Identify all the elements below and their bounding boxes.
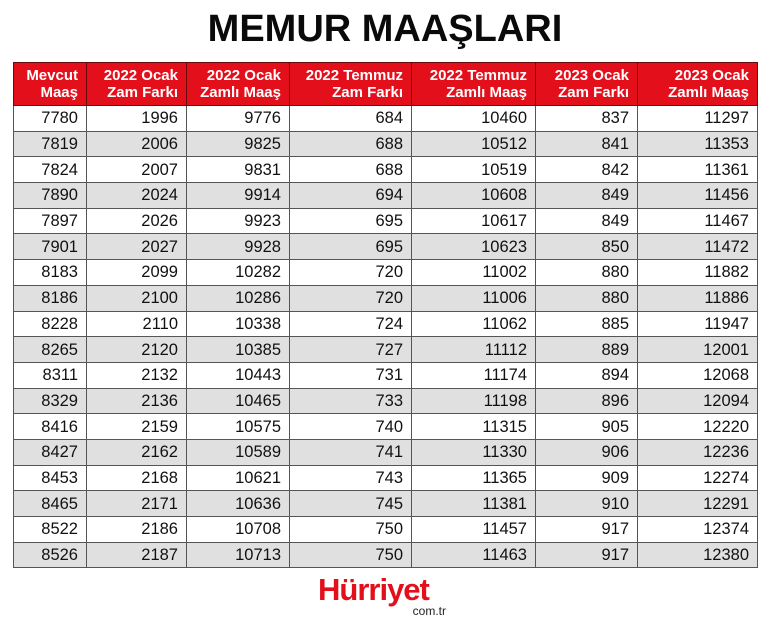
cell-2023-jan-salary: 11361: [638, 157, 758, 183]
cell-2022-jul-salary: 11006: [412, 285, 536, 311]
cell-2022-jul-raise: 688: [290, 157, 412, 183]
cell-2023-jan-salary: 11472: [638, 234, 758, 260]
cell-2022-jul-raise: 731: [290, 362, 412, 388]
cell-current-salary: 8311: [14, 362, 87, 388]
cell-2022-jan-salary: 10708: [187, 517, 290, 543]
cell-current-salary: 7901: [14, 234, 87, 260]
cell-2022-jan-salary: 10621: [187, 465, 290, 491]
cell-2022-jan-salary: 9914: [187, 183, 290, 209]
cell-current-salary: 8522: [14, 517, 87, 543]
cell-2022-jan-raise: 2162: [87, 439, 187, 465]
cell-2023-jan-salary: 11456: [638, 183, 758, 209]
cell-2023-jan-salary: 12380: [638, 542, 758, 568]
table-row: [14, 491, 758, 517]
cell-2022-jul-raise: 743: [290, 465, 412, 491]
cell-2022-jul-salary: 11198: [412, 388, 536, 414]
table-row: [14, 311, 758, 337]
cell-current-salary: 7897: [14, 208, 87, 234]
cell-2023-jan-raise: 917: [536, 542, 638, 568]
cell-2023-jan-raise: 849: [536, 208, 638, 234]
header-line-2: Maaş: [40, 84, 78, 101]
table-row: [14, 260, 758, 286]
salary-table: [13, 62, 758, 568]
table-row: [14, 414, 758, 440]
cell-2023-jan-salary: 11353: [638, 131, 758, 157]
cell-2023-jan-raise: 842: [536, 157, 638, 183]
table-row: [14, 337, 758, 363]
cell-current-salary: 8465: [14, 491, 87, 517]
column-header-2022-jan-salary: [187, 63, 290, 106]
header-line-2: Zam Farkı: [558, 84, 629, 101]
column-header-current-salary: [14, 63, 87, 106]
header-line-1: 2022 Ocak: [103, 67, 178, 84]
cell-2022-jan-salary: 10465: [187, 388, 290, 414]
cell-2023-jan-salary: 12291: [638, 491, 758, 517]
header-line-1: 2022 Temmuz: [429, 67, 527, 84]
cell-2023-jan-salary: 12094: [638, 388, 758, 414]
table-row: [14, 106, 758, 132]
table-row: [14, 234, 758, 260]
table-row: [14, 465, 758, 491]
cell-current-salary: 8183: [14, 260, 87, 286]
cell-2022-jan-salary: 10636: [187, 491, 290, 517]
column-header-2022-jul-salary: [412, 63, 536, 106]
cell-2022-jan-salary: 9928: [187, 234, 290, 260]
cell-current-salary: 8416: [14, 414, 87, 440]
cell-2023-jan-raise: 917: [536, 517, 638, 543]
cell-2022-jan-raise: 2168: [87, 465, 187, 491]
cell-2023-jan-raise: 885: [536, 311, 638, 337]
cell-2023-jan-raise: 849: [536, 183, 638, 209]
table-header-row: [14, 63, 758, 106]
cell-2023-jan-salary: 12236: [638, 439, 758, 465]
cell-2023-jan-salary: 11947: [638, 311, 758, 337]
cell-2022-jan-raise: 2024: [87, 183, 187, 209]
cell-2023-jan-raise: 880: [536, 260, 638, 286]
cell-2023-jan-salary: 11882: [638, 260, 758, 286]
cell-current-salary: 8186: [14, 285, 87, 311]
header-line-1: Mevcut: [26, 67, 78, 84]
cell-2022-jan-raise: 2099: [87, 260, 187, 286]
cell-2022-jan-salary: 10385: [187, 337, 290, 363]
cell-2022-jul-raise: 727: [290, 337, 412, 363]
cell-2023-jan-salary: 12220: [638, 414, 758, 440]
cell-2022-jul-raise: 741: [290, 439, 412, 465]
cell-2022-jul-salary: 11002: [412, 260, 536, 286]
cell-2023-jan-salary: 12274: [638, 465, 758, 491]
cell-2022-jul-raise: 733: [290, 388, 412, 414]
cell-2022-jul-salary: 10623: [412, 234, 536, 260]
cell-2022-jan-raise: 2159: [87, 414, 187, 440]
cell-2022-jul-salary: 10460: [412, 106, 536, 132]
cell-2022-jan-raise: 2171: [87, 491, 187, 517]
cell-2022-jul-salary: 10512: [412, 131, 536, 157]
table-row: [14, 439, 758, 465]
cell-2022-jan-salary: 10713: [187, 542, 290, 568]
header-line-2: Zamlı Maaş: [668, 84, 749, 101]
cell-2022-jul-salary: 11174: [412, 362, 536, 388]
logo-brand-text: Hürriyet: [318, 572, 429, 607]
cell-2022-jan-salary: 9825: [187, 131, 290, 157]
cell-2022-jan-salary: 10575: [187, 414, 290, 440]
cell-2022-jan-raise: 2120: [87, 337, 187, 363]
page-title: MEMUR MAAŞLARI: [207, 8, 563, 50]
cell-2023-jan-salary: 11297: [638, 106, 758, 132]
cell-2022-jan-raise: 2007: [87, 157, 187, 183]
cell-2022-jul-raise: 750: [290, 517, 412, 543]
cell-2022-jul-raise: 720: [290, 285, 412, 311]
cell-2023-jan-raise: 841: [536, 131, 638, 157]
header-line-1: 2023 Ocak: [674, 67, 749, 84]
logo-domain-text: com.tr: [412, 604, 446, 618]
cell-2022-jan-salary: 10286: [187, 285, 290, 311]
table-row: [14, 157, 758, 183]
cell-current-salary: 8453: [14, 465, 87, 491]
table-row: [14, 517, 758, 543]
cell-2022-jan-raise: 2110: [87, 311, 187, 337]
cell-2022-jul-salary: 11315: [412, 414, 536, 440]
cell-2022-jan-salary: 9923: [187, 208, 290, 234]
cell-2022-jan-raise: 2026: [87, 208, 187, 234]
table-row: [14, 542, 758, 568]
cell-current-salary: 8526: [14, 542, 87, 568]
cell-2022-jul-salary: 10519: [412, 157, 536, 183]
header-line-1: 2022 Temmuz: [305, 67, 403, 84]
cell-2023-jan-raise: 910: [536, 491, 638, 517]
cell-2022-jul-salary: 10617: [412, 208, 536, 234]
cell-2023-jan-raise: 909: [536, 465, 638, 491]
cell-current-salary: 8228: [14, 311, 87, 337]
header-line-2: Zamlı Maaş: [446, 84, 527, 101]
cell-current-salary: 7780: [14, 106, 87, 132]
cell-2022-jul-raise: 694: [290, 183, 412, 209]
cell-2022-jan-raise: 2006: [87, 131, 187, 157]
table-row: [14, 362, 758, 388]
header-line-2: Zam Farkı: [107, 84, 178, 101]
cell-2023-jan-raise: 850: [536, 234, 638, 260]
cell-2023-jan-raise: 896: [536, 388, 638, 414]
cell-2022-jul-salary: 11381: [412, 491, 536, 517]
cell-2022-jul-salary: 11365: [412, 465, 536, 491]
table-row: [14, 285, 758, 311]
cell-2023-jan-salary: 12068: [638, 362, 758, 388]
cell-2022-jan-raise: 2100: [87, 285, 187, 311]
cell-2022-jan-salary: 10443: [187, 362, 290, 388]
cell-2022-jan-raise: 1996: [87, 106, 187, 132]
cell-current-salary: 7819: [14, 131, 87, 157]
cell-2023-jan-raise: 889: [536, 337, 638, 363]
table-row: [14, 388, 758, 414]
cell-2022-jan-raise: 2187: [87, 542, 187, 568]
cell-2022-jan-salary: 9776: [187, 106, 290, 132]
cell-2022-jul-raise: 695: [290, 208, 412, 234]
column-header-2022-jul-raise: [290, 63, 412, 106]
cell-2022-jul-raise: 745: [290, 491, 412, 517]
cell-2022-jul-salary: 10608: [412, 183, 536, 209]
cell-2022-jul-raise: 688: [290, 131, 412, 157]
column-header-2022-jan-raise: [87, 63, 187, 106]
table-body: [14, 106, 758, 568]
header-line-2: Zamlı Maaş: [200, 84, 281, 101]
cell-2022-jan-raise: 2132: [87, 362, 187, 388]
cell-current-salary: 8329: [14, 388, 87, 414]
cell-2022-jul-salary: 11457: [412, 517, 536, 543]
cell-2022-jan-salary: 10589: [187, 439, 290, 465]
cell-2022-jul-raise: 684: [290, 106, 412, 132]
cell-2022-jul-raise: 724: [290, 311, 412, 337]
column-header-2023-jan-salary: [638, 63, 758, 106]
cell-2022-jan-raise: 2136: [87, 388, 187, 414]
header-line-1: 2023 Ocak: [554, 67, 629, 84]
hurriyet-logo: [318, 572, 458, 622]
cell-2023-jan-salary: 11886: [638, 285, 758, 311]
column-header-2023-jan-raise: [536, 63, 638, 106]
cell-2023-jan-raise: 880: [536, 285, 638, 311]
cell-2022-jul-salary: 11463: [412, 542, 536, 568]
cell-2022-jan-salary: 9831: [187, 157, 290, 183]
cell-2023-jan-salary: 11467: [638, 208, 758, 234]
cell-2022-jan-raise: 2186: [87, 517, 187, 543]
cell-2023-jan-raise: 837: [536, 106, 638, 132]
table-row: [14, 131, 758, 157]
cell-2022-jul-salary: 11112: [412, 337, 536, 363]
header-line-1: 2022 Ocak: [206, 67, 281, 84]
cell-2022-jul-salary: 11062: [412, 311, 536, 337]
table-row: [14, 183, 758, 209]
cell-2023-jan-salary: 12001: [638, 337, 758, 363]
cell-2023-jan-raise: 894: [536, 362, 638, 388]
cell-2022-jul-raise: 750: [290, 542, 412, 568]
cell-2023-jan-raise: 906: [536, 439, 638, 465]
cell-2022-jan-raise: 2027: [87, 234, 187, 260]
cell-2022-jan-salary: 10338: [187, 311, 290, 337]
cell-2022-jul-raise: 720: [290, 260, 412, 286]
table-row: [14, 208, 758, 234]
cell-2022-jul-raise: 695: [290, 234, 412, 260]
cell-2023-jan-salary: 12374: [638, 517, 758, 543]
cell-2022-jul-salary: 11330: [412, 439, 536, 465]
cell-current-salary: 7824: [14, 157, 87, 183]
cell-current-salary: 7890: [14, 183, 87, 209]
cell-current-salary: 8265: [14, 337, 87, 363]
cell-current-salary: 8427: [14, 439, 87, 465]
cell-2022-jul-raise: 740: [290, 414, 412, 440]
header-line-2: Zam Farkı: [332, 84, 403, 101]
cell-2023-jan-raise: 905: [536, 414, 638, 440]
cell-2022-jan-salary: 10282: [187, 260, 290, 286]
